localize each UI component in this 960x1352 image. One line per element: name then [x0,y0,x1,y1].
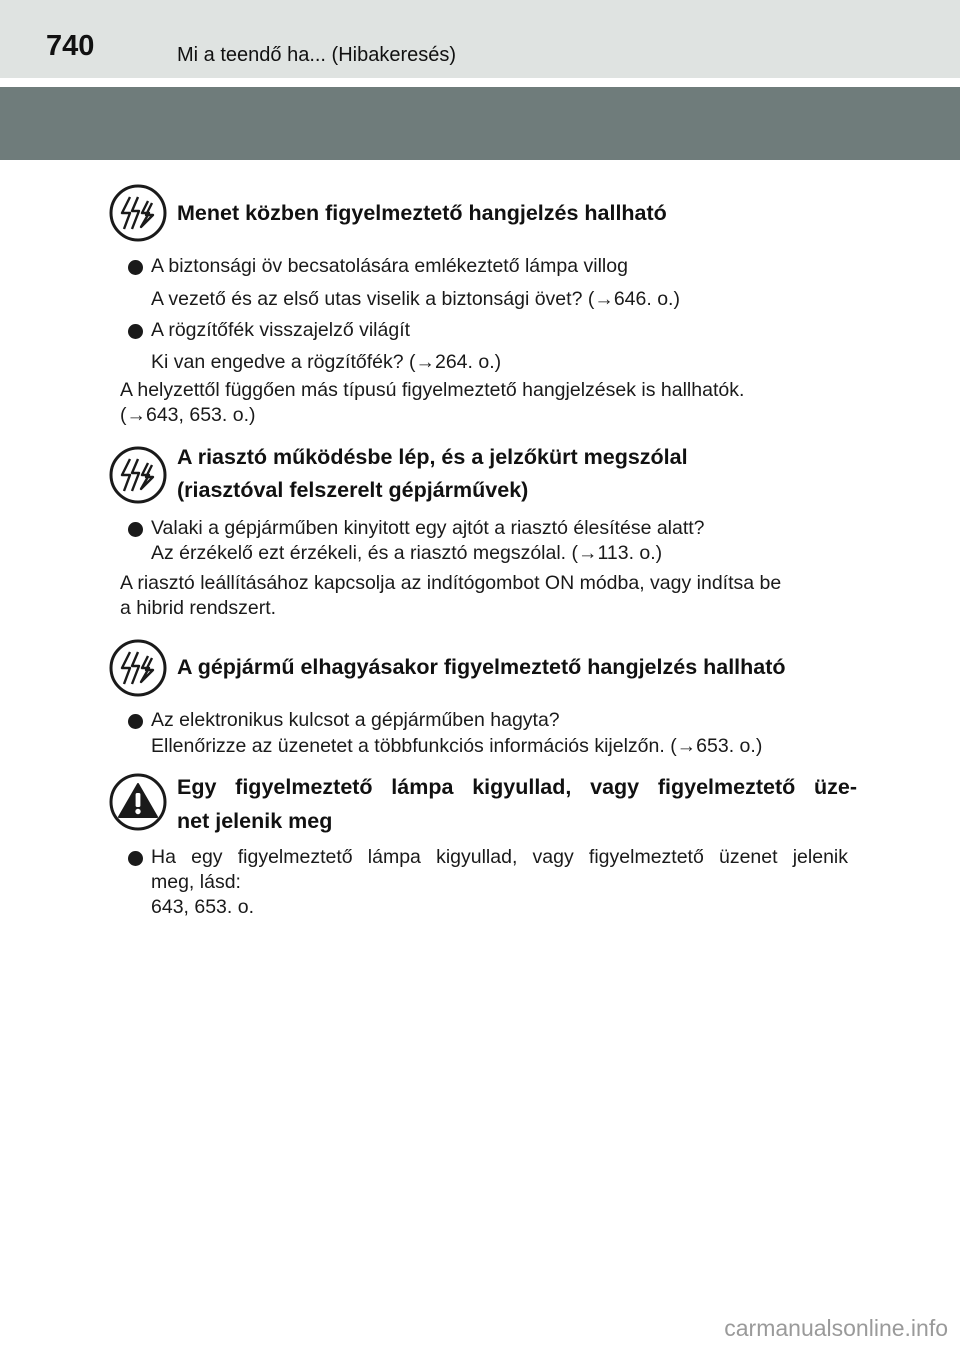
bullet-detail: Ellenőrizze az üzenetet a többfunkciós információs kijelzőn. (→653. o.) [151,735,763,757]
note-line: A riasztó leállításához kapcsolja az indítógombot ON módba, vagy indítsa be [120,572,782,594]
bullet-text: Valaki a gépjárműben kinyitott egy ajtót a riasztó élesítése alatt? [151,517,705,539]
section-title-line: (riasztóval felszerelt gépjárművek) [177,478,529,502]
bullet-text [151,845,848,920]
section-title: A gépjármű elhagyásakor figyelmeztető hangjelzés hallható [177,655,786,679]
bullet-detail: A vezető és az első utas viselik a biztonsági övet? (→646. o.) [151,288,680,310]
bullet-dot [128,714,143,729]
bullet-text-line: Ha egy figyelmeztető lámpa kigyullad, vagy figyelmeztető üzenet jelenik [151,846,848,868]
warning-triangle-icon [108,772,168,832]
note-line: a hibrid rendszert. [120,597,277,619]
section-title [177,770,857,838]
chapter-title: Mi a teendő ha... (Hibakeresés) [177,44,457,66]
section-title-line: Egy figyelmeztető lámpa kigyullad, vagy figyelmeztető üze- [177,775,857,799]
section-note [120,571,848,621]
note-line: (→643, 653. o.) [120,404,256,426]
header-strip [0,0,960,78]
bullet-dot [128,324,143,339]
section-title: Menet közben figyelmeztető hangjelzés hallható [177,201,667,225]
bullet-detail: Ki van engedve a rögzítőfék? (→264. o.) [151,351,502,373]
section-title-line: net jelenik meg [177,809,333,833]
bullet-detail: Az érzékelő ezt érzékeli, és a riasztó megszólal. (→113. o.) [151,542,663,564]
warning-hazard-icon [108,183,168,243]
note-line: A helyzettől függően más típusú figyelmeztető hangjelzések is hallhatók. [120,379,745,401]
bullet-dot [128,260,143,275]
watermark: carmanualsonline.info [724,1315,948,1341]
warning-hazard-icon [108,445,168,505]
bullet-text: Az elektronikus kulcsot a gépjárműben hagyta? [151,709,560,731]
bullet-dot [128,522,143,537]
bullet-dot [128,851,143,866]
warning-hazard-icon [108,638,168,698]
decorative-banner [0,87,960,160]
section-title [177,441,857,507]
bullet-text: A rögzítőfék visszajelző világít [151,319,411,341]
page-number: 740 [46,30,95,62]
bullet-text: A biztonsági öv becsatolására emlékeztető lámpa villog [151,255,628,277]
bullet-text-line: 643, 653. o. [151,896,255,918]
bullet-text-line: meg, lásd: [151,871,241,893]
section-note [120,378,848,428]
section-title-line: A riasztó működésbe lép, és a jelzőkürt megszólal [177,445,688,469]
